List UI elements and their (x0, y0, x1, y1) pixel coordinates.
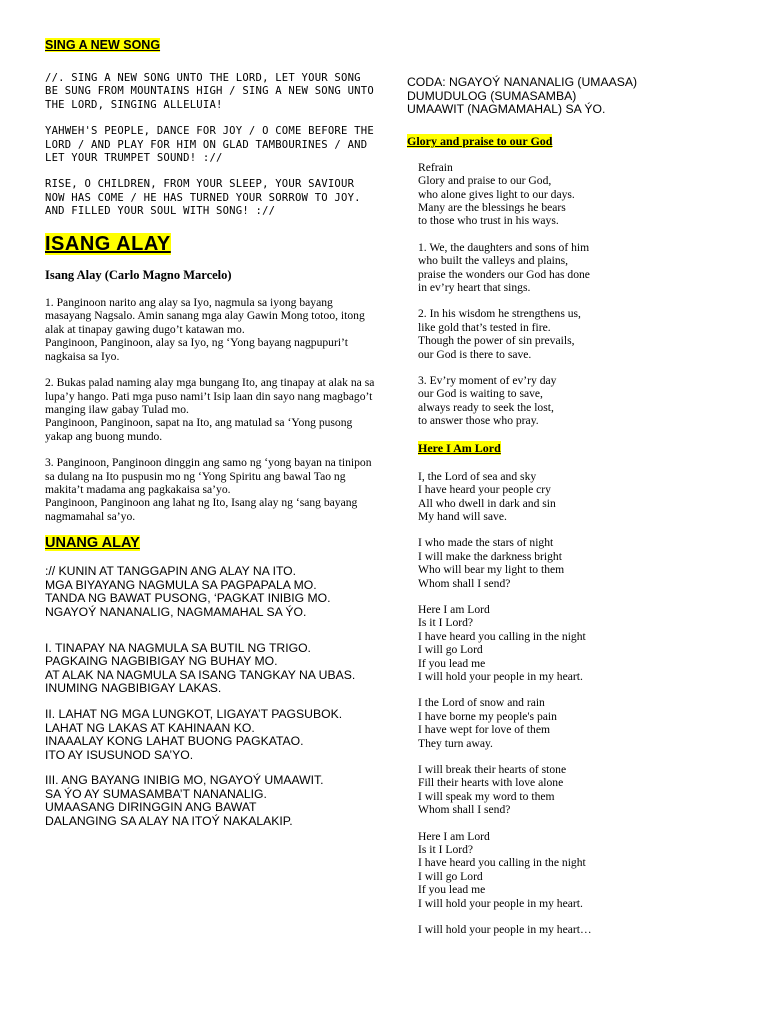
here-i-am-verse-3: I the Lord of snow and rain I have borne my people's pain I have wept for love of them They turn away. (418, 696, 557, 750)
here-i-am-ending: I will hold your people in my heart… (418, 923, 592, 937)
isang-alay-subtitle: Isang Alay (Carlo Magno Marcelo) (45, 267, 232, 282)
unang-alay-lyrics (45, 565, 375, 829)
isang-alay-verse-2: 2. Bukas palad naming alay mga bungang Ito, ang tinapay at alak na sa lupa’y hango. Pati mga puso nami’t Isip laan din sayo nang magbago’t manging ilaw gabay Tulad mo. Panginoon, Panginoon, sapat na Ito, ang matulad sa ‘Yong pusong yakap ang buong mundo. (45, 376, 375, 443)
coda-text: CODA: NGAYOÝ NANANALIG (UMAASA) DUMUDULOG (SUMASAMBA) UMAAWIT (NAGMAMAHAL) SA ÝO. (407, 75, 638, 117)
here-i-am-refrain-2: Here I am Lord Is it I Lord? I have heard you calling in the night I will go Lord If you lead me I will hold your people in my heart. (418, 829, 586, 910)
left-column (45, 38, 375, 829)
here-i-am-refrain-1: Here I am Lord Is it I Lord? I have heard you calling in the night I will go Lord If you lead me I will hold your people in my heart. (418, 602, 586, 683)
here-i-am-verse-4: I will break their hearts of stone Fill their hearts with love alone I will speak my word to them Whom shall I send? (418, 763, 567, 817)
here-i-am-verse-2: I who made the stars of night I will make the darkness bright Who will bear my light to them Whom shall I send? (418, 536, 565, 590)
here-i-am-heading: Here I Am Lord (418, 440, 501, 455)
here-i-am-lyrics (407, 470, 737, 937)
glory-verse-3: 3. Ev’ry moment of ev’ry day our God is waiting to save, always ready to seek the lost, to answer those who pray. (418, 374, 557, 428)
isang-alay-verse-3: 3. Panginoon, Panginoon dinggin ang samo ng ‘yong bayan na tinipon sa dulang na Ito puspusin mo ng ‘Yong Spiritu ang bawal Tao ng makita’t madama ang pagkakaisa sa’yo. Panginoon, Panginoon ang lahat ng Ito, Isang alay ng ‘sang bayang nagmamahal sa’yo. (45, 456, 372, 523)
here-i-am-verse-1: I, the Lord of sea and sky I have heard your people cry All who dwell in dark and sin My hand will save. (418, 469, 556, 523)
isang-alay-lyrics (45, 296, 375, 523)
sing-new-song-verse-1: //. SING A NEW SONG UNTO THE LORD, LET YOUR SONG BE SUNG FROM MOUNTAINS HIGH / SING A NEW SONG UNTO THE LORD, SINGING ALLELUIA! (45, 72, 374, 111)
sing-new-song-verse-2: YAHWEH'S PEOPLE, DANCE FOR JOY / O COME BEFORE THE LORD / AND PLAY FOR HIM ON GLAD TAMBOURINES / AND LET YOUR TRUMPET SOUND! :// (45, 125, 374, 165)
isang-alay-heading: ISANG ALAY (45, 232, 171, 255)
sing-new-song-verse-3: RISE, O CHILDREN, FROM YOUR SLEEP, YOUR SAVIOUR NOW HAS COME / HE HAS TURNED YOUR SORROW TO JOY. AND FILLED YOUR SOUL WITH SONG! :// (45, 178, 361, 218)
glory-refrain: Refrain Glory and praise to our God, who alone gives light to our days. Many are the blessings he bears to those who trust in his ways. (418, 160, 575, 228)
glory-verse-2: 2. In his wisdom he strengthens us, like gold that’s tested in fire. Though the power of sin prevails, our God is there to save. (418, 307, 581, 361)
unang-alay-refrain: :// KUNIN AT TANGGAPIN ANG ALAY NA ITO. MGA BIYAYANG NAGMULA SA PAGPAPALA MO. TANDA NG BAWAT PUSONG, ‘PAGKAT INIBIG MO. NGAYOÝ NANANALIG, NAGMAMAHAL SA ÝO. (45, 564, 331, 619)
glory-heading: Glory and praise to our God (407, 133, 553, 148)
isang-alay-verse-1: 1. Panginoon narito ang alay sa Iyo, nagmula sa iyong bayang masayang Nagsalo. Amin sanang mga alay Gawin Mong totoo, itong alak at tinapay gawing dugo’t katawan mo. Panginoon, Panginoon, alay sa Iyo, ng ‘Yong bayang nagpupuri’t nagkaisa sa Iyo. (45, 296, 365, 363)
glory-verse-1: 1. We, the daughters and sons of him who built the valleys and plains, praise the wonders our God has done in ev’ry heart that sings. (418, 240, 590, 295)
unang-alay-verse-1: I. TINAPAY NA NAGMULA SA BUTIL NG TRIGO. PAGKAING NAGBIBIGAY NG BUHAY MO. AT ALAK NA NAGMULA SA ISANG TANGKAY NA UBAS. INUMING NAGBIBIGAY LAKAS. (45, 640, 356, 696)
glory-lyrics (407, 161, 737, 428)
sing-new-song-lyrics (45, 72, 375, 219)
unang-alay-verse-3: III. ANG BAYANG INIBIG MO, NGAYOÝ UMAAWIT. SA ÝO AY SUMASAMBA’T NANANALIG. UMAASANG DIRINGGIN ANG BAWAT DALANGING SA ALAY NA ITOÝ NAKALAKIP. (45, 773, 324, 829)
sing-new-song-heading: SING A NEW SONG (45, 38, 161, 52)
unang-alay-heading: UNANG ALAY (45, 535, 140, 552)
unang-alay-verse-2: II. LAHAT NG MGA LUNGKOT, LIGAYA’T PAGSUBOK. LAHAT NG LAKAS AT KAHINAAN KO. INAAALAY KONG LAHAT BUONG PAGKATAO. ITO AY ISUSUNOD SA’YO. (45, 706, 343, 762)
right-column (407, 76, 737, 936)
